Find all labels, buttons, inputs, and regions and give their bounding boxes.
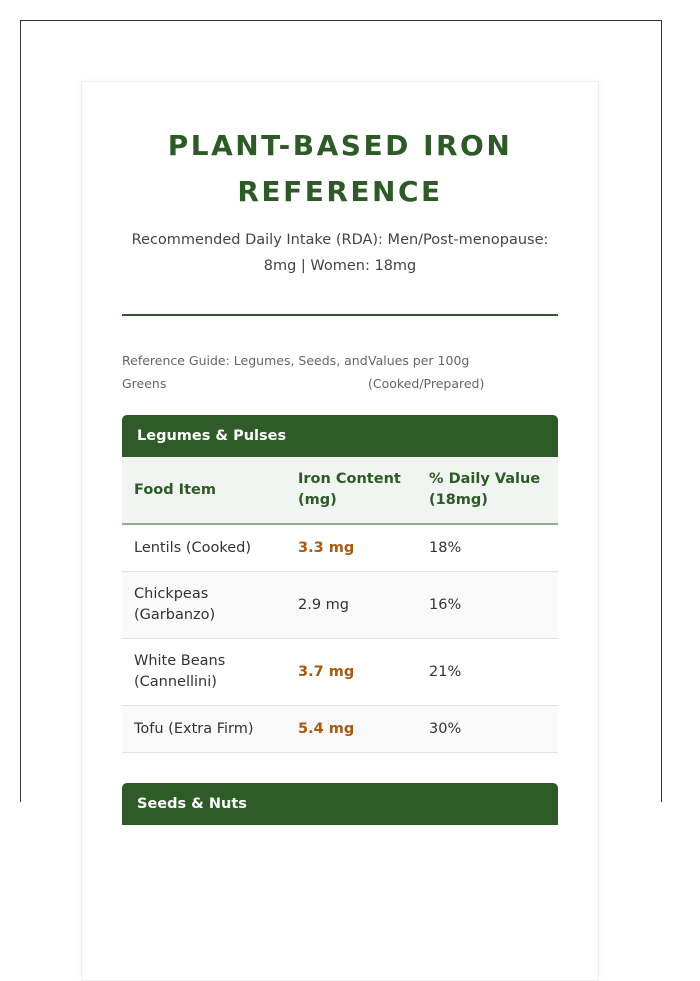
table-header-row [122, 457, 558, 524]
table-row [122, 572, 558, 639]
daily-value-percent: 21% [417, 639, 558, 706]
iron-value: 3.3 mg [286, 524, 417, 572]
section-legumes [122, 415, 558, 753]
meta-values-note: Values per 100g (Cooked/Prepared) [368, 353, 485, 391]
daily-value-percent: 18% [417, 524, 558, 572]
iron-value: 2.9 mg [286, 572, 417, 639]
table-row [122, 706, 558, 753]
meta-row [122, 349, 558, 395]
iron-value: 3.7 mg [286, 639, 417, 706]
section-header-seeds-nuts: Seeds & Nuts [122, 783, 558, 825]
viewport-frame [20, 20, 662, 812]
table-row [122, 639, 558, 706]
meta-guide-label: Reference Guide: Legumes, Seeds, and Greens [122, 353, 368, 391]
food-name: Chickpeas (Garbanzo) [122, 572, 286, 639]
food-name: Tofu (Extra Firm) [122, 706, 286, 753]
section-seeds-nuts [122, 783, 558, 825]
daily-value-percent: 16% [417, 572, 558, 639]
food-name: Lentils (Cooked) [122, 524, 286, 572]
table-row [122, 524, 558, 572]
column-header-daily-value: % Daily Value (18mg) [417, 457, 558, 524]
daily-value-percent: 30% [417, 706, 558, 753]
column-header-food-item: Food Item [122, 457, 286, 524]
header-divider [122, 314, 558, 316]
rda-subtitle: Recommended Daily Intake (RDA): Men/Post-menopause: 8mg | Women: 18mg [131, 232, 549, 274]
iron-value: 5.4 mg [286, 706, 417, 753]
page-title: PLANT-BASED IRON REFERENCE [167, 129, 513, 208]
reference-card [81, 81, 599, 981]
food-name: White Beans (Cannellini) [122, 639, 286, 706]
legumes-table [122, 457, 558, 753]
column-header-iron-content: Iron Content (mg) [286, 457, 417, 524]
section-header-legumes: Legumes & Pulses [122, 415, 558, 457]
